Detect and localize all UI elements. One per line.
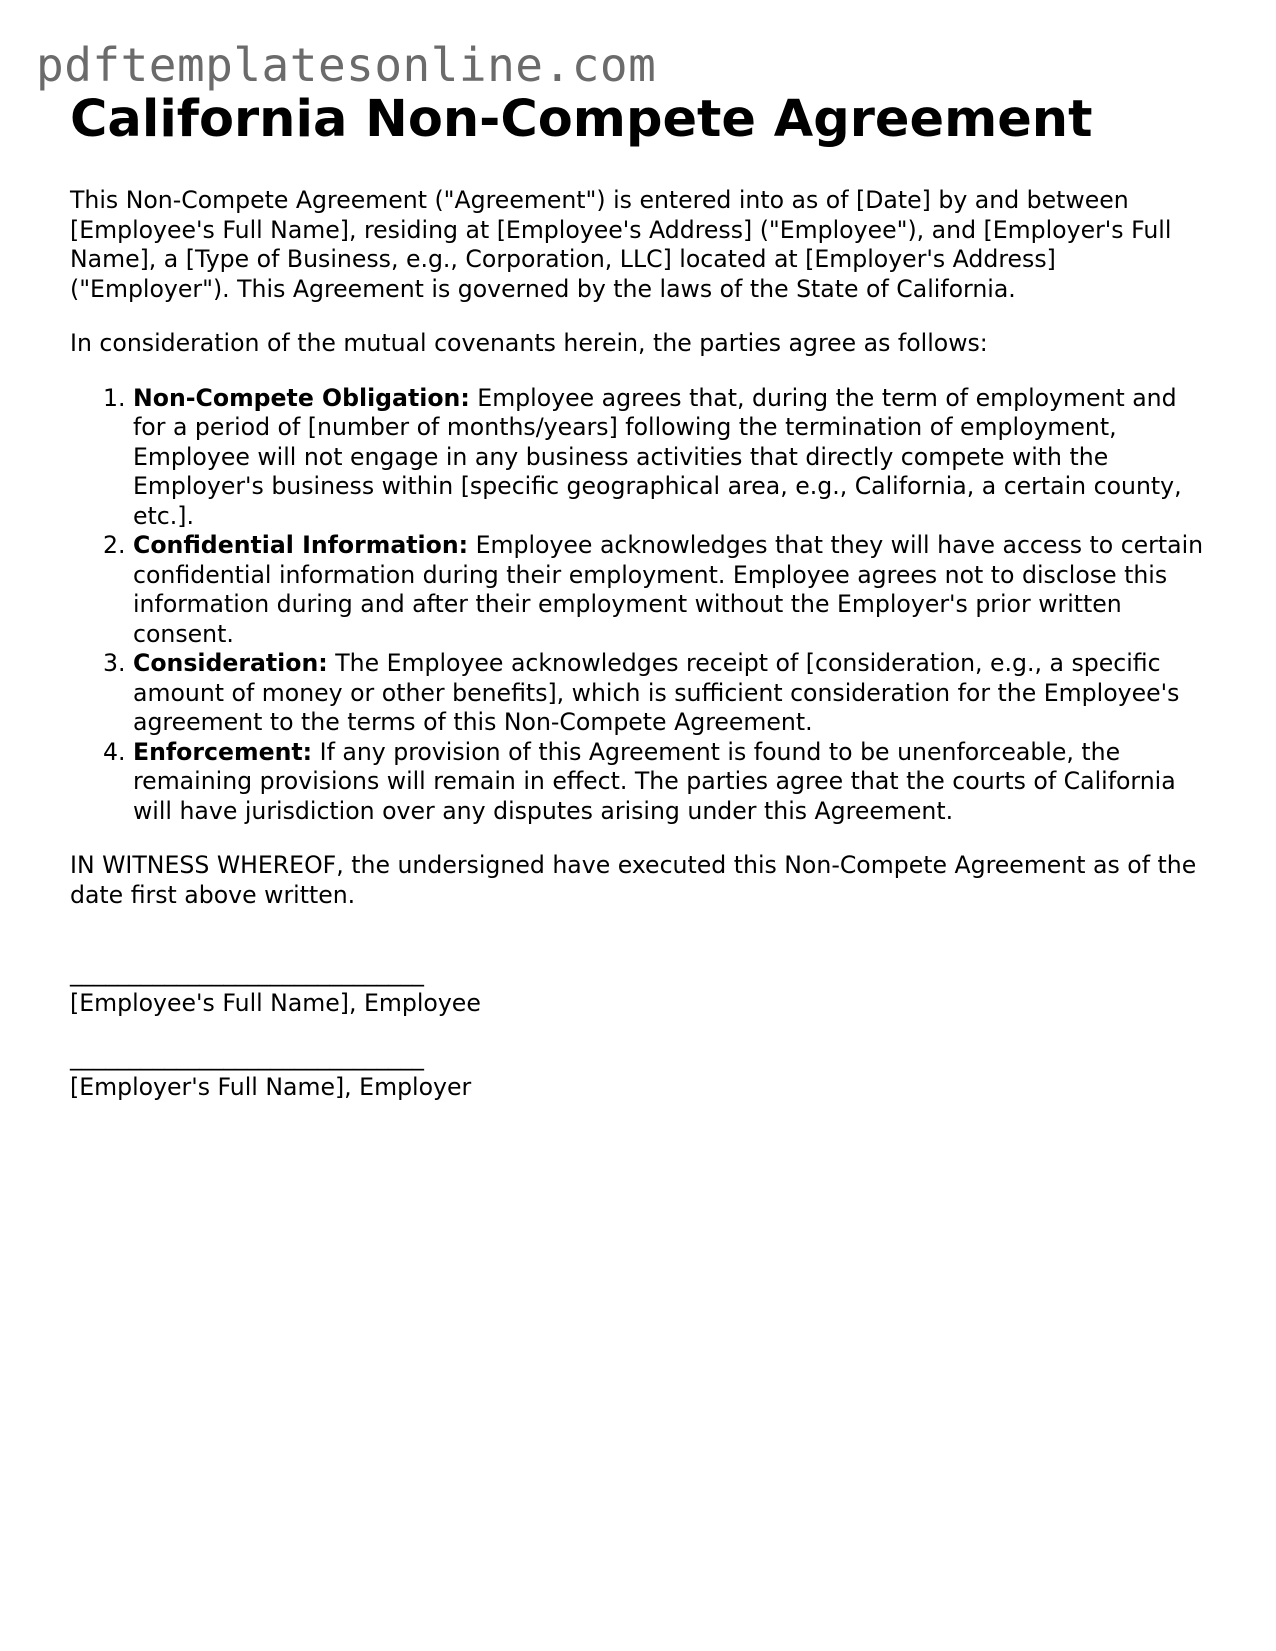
clause-text: If any provision of this Agreement is found to be unenforceable, the remaining provisions will remain in effect. The parties agree that the courts of California will have jurisdiction over any disputes arising under this Agreement.	[133, 737, 1176, 825]
signature-block	[70, 934, 1210, 1102]
clause-heading: Enforcement:	[133, 737, 313, 766]
watermark: pdftemplatesonline.com	[36, 38, 657, 92]
consideration-intro: In consideration of the mutual covenants herein, the parties agree as follows:	[70, 329, 988, 357]
clause-text: Employee acknowledges that they will have access to certain confidential information during their employment. Employee agrees not to disclose this information during and after their employment without the Employer's prior written consent.	[133, 531, 1204, 648]
clause-heading: Non-Compete Obligation:	[133, 383, 470, 412]
employer-signature-line: ______________________________	[70, 1043, 424, 1071]
clause-text: Employee agrees that, during the term of employment and for a period of [number of months/years] following the termination of employment, Employee will not engage in any business activities that directly compete with the Employer's business within [specific geographical area, e.g., California, a certain county, etc.].	[133, 383, 1182, 530]
clause-item	[133, 531, 1210, 649]
clause-list	[70, 384, 1210, 827]
witness-paragraph: IN WITNESS WHEREOF, the undersigned have executed this Non-Compete Agreement as of the date first above written.	[70, 851, 1197, 909]
employee-signature-label: [Employee's Full Name], Employee	[70, 988, 481, 1017]
clause-item	[133, 384, 1210, 532]
document-title: California Non-Compete Agreement	[70, 90, 1093, 149]
employer-signature-label: [Employer's Full Name], Employer	[70, 1072, 472, 1101]
intro-paragraph: This Non-Compete Agreement ("Agreement") is entered into as of [Date] by and between [Employee's Full Name], residing at [Employee's Address] ("Employee"), and [Employer's Full Name], a [Type of Business, e.g., Corporation, LLC] located at [Employer's Address] ("Employer"). This Agreement is governed by the laws of the State of California.	[70, 186, 1172, 303]
clause-item	[133, 649, 1210, 738]
clause-heading: Confidential Information:	[133, 531, 469, 559]
clause-text: The Employee acknowledges receipt of [consideration, e.g., a specific amount of money or other benefits], which is sufficient consideration for the Employee's agreement to the terms of this Non-Compete Agreement.	[133, 649, 1180, 736]
clause-heading: Consideration:	[133, 649, 328, 677]
document-page	[70, 88, 1210, 1102]
clause-item	[133, 738, 1210, 827]
employee-signature-line: ______________________________	[70, 959, 424, 987]
